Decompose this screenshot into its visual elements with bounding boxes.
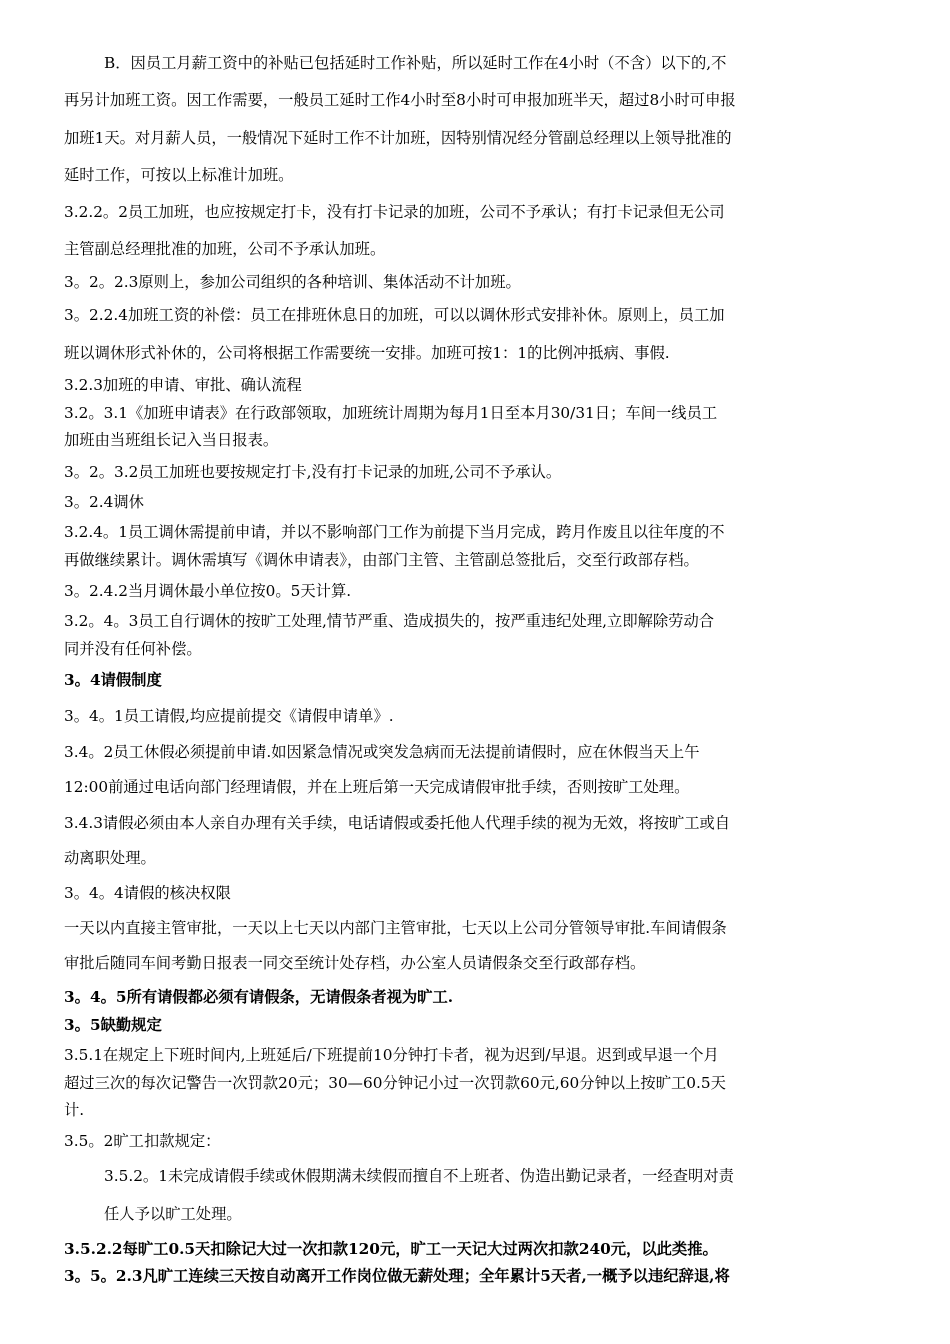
doc-line-11: 3.2。3.1《加班申请表》在行政部领取，加班统计周期为每月1日至本月30/31日；车间一线员工 bbox=[64, 404, 718, 422]
doc-line-34: 3.5。2旷工扣款规定： bbox=[64, 1132, 221, 1150]
doc-line-2: 再另计加班工资。因工作需要，一般员工延时工作4小时至8小时可申报加班半天，超过8小时可申报 bbox=[64, 91, 736, 109]
doc-line-3: 加班1天。对月薪人员，一般情况下延时工作不计加班，因特别情况经分管副总经理以上领导批准的 bbox=[64, 129, 732, 147]
doc-line-24: 3.4.3请假必须由本人亲自办理有关手续，电话请假或委托他人代理手续的视为无效，将按旷工或自 bbox=[64, 814, 731, 832]
doc-line-25: 动离职处理。 bbox=[64, 849, 156, 867]
doc-line-14: 3。2.4调休 bbox=[64, 493, 144, 511]
doc-line-5: 3.2.2。2员工加班，也应按规定打卡，没有打卡记录的加班，公司不予承认；有打卡记录但无公司 bbox=[64, 203, 725, 221]
doc-line-13: 3。2。3.2员工加班也要按规定打卡,没有打卡记录的加班,公司不予承认。 bbox=[64, 463, 562, 481]
doc-line-37: 3.5.2.2每旷工0.5天扣除记大过一次扣款120元，旷工一天记大过两次扣款240元，以此类推。 bbox=[64, 1240, 718, 1258]
doc-line-36: 任人予以旷工处理。 bbox=[104, 1205, 242, 1223]
doc-line-22: 3.4。2员工休假必须提前申请.如因紧急情况或突发急病而无法提前请假时，应在休假当天上午 bbox=[64, 743, 700, 761]
doc-line-9: 班以调休形式补休的，公司将根据工作需要统一安排。加班可按1：1的比例冲抵病、事假. bbox=[64, 344, 670, 362]
doc-line-18: 3.2。4。3员工自行调休的按旷工处理,情节严重、造成损失的，按严重违纪处理,立即解除劳动合 bbox=[64, 612, 715, 630]
doc-line-26: 3。4。4请假的核决权限 bbox=[64, 884, 231, 902]
section-heading-absence: 3。5缺勤规定 bbox=[64, 1016, 162, 1034]
doc-line-15: 3.2.4。1员工调休需提前申请，并以不影响部门工作为前提下当月完成，跨月作废且以往年度的不 bbox=[64, 523, 725, 541]
doc-line-1: B．因员工月薪工资中的补贴已包括延时工作补贴，所以延时工作在4小时（不含）以下的,不 bbox=[104, 54, 727, 72]
doc-line-6: 主管副总经理批准的加班，公司不予承认加班。 bbox=[64, 240, 386, 258]
doc-line-35: 3.5.2。1未完成请假手续或休假期满未续假而擅自不上班者、伪造出勤记录者，一经查明对责 bbox=[104, 1167, 734, 1185]
doc-line-10: 3.2.3加班的申请、审批、确认流程 bbox=[64, 376, 302, 394]
doc-line-38: 3。5。2.3凡旷工连续三天按自动离开工作岗位做无薪处理；全年累计5天者,一概予以违纪辞退,将 bbox=[64, 1267, 730, 1285]
doc-line-19: 同并没有任何补偿。 bbox=[64, 640, 202, 658]
doc-line-28: 审批后随同车间考勤日报表一同交至统计处存档，办公室人员请假条交至行政部存档。 bbox=[64, 954, 646, 972]
doc-line-27: 一天以内直接主管审批，一天以上七天以内部门主管审批，七天以上公司分管领导审批.车间请假条 bbox=[64, 919, 727, 937]
doc-line-33: 计. bbox=[64, 1101, 85, 1119]
doc-line-31: 3.5.1在规定上下班时间内,上班延后/下班提前10分钟打卡者，视为迟到/早退。迟到或早退一个月 bbox=[64, 1046, 719, 1064]
doc-line-7: 3。2。2.3原则上，参加公司组织的各种培训、集体活动不计加班。 bbox=[64, 273, 521, 291]
doc-line-32: 超过三次的每次记警告一次罚款20元；30—60分钟记小过一次罚款60元,60分钟以上按旷工0.5天 bbox=[64, 1074, 726, 1092]
doc-line-23: 12:00前通过电话向部门经理请假，并在上班后第一天完成请假审批手续，否则按旷工处理。 bbox=[64, 778, 690, 796]
doc-line-16: 再做继续累计。调休需填写《调休申请表》，由部门主管、主管副总签批后，交至行政部存档。 bbox=[64, 551, 699, 569]
doc-line-12: 加班由当班组长记入当日报表。 bbox=[64, 431, 279, 449]
doc-line-21: 3。4。1员工请假,均应提前提交《请假申请单》. bbox=[64, 707, 394, 725]
section-heading-leave: 3。4请假制度 bbox=[64, 671, 162, 689]
doc-line-8: 3。2.2.4加班工资的补偿：员工在排班休息日的加班，可以以调休形式安排补休。原则上，员工加 bbox=[64, 306, 725, 324]
doc-line-29: 3。4。5所有请假都必须有请假条，无请假条者视为旷工. bbox=[64, 988, 454, 1006]
doc-line-4: 延时工作，可按以上标准计加班。 bbox=[64, 166, 294, 184]
doc-line-17: 3。2.4.2当月调休最小单位按0。5天计算. bbox=[64, 582, 352, 600]
